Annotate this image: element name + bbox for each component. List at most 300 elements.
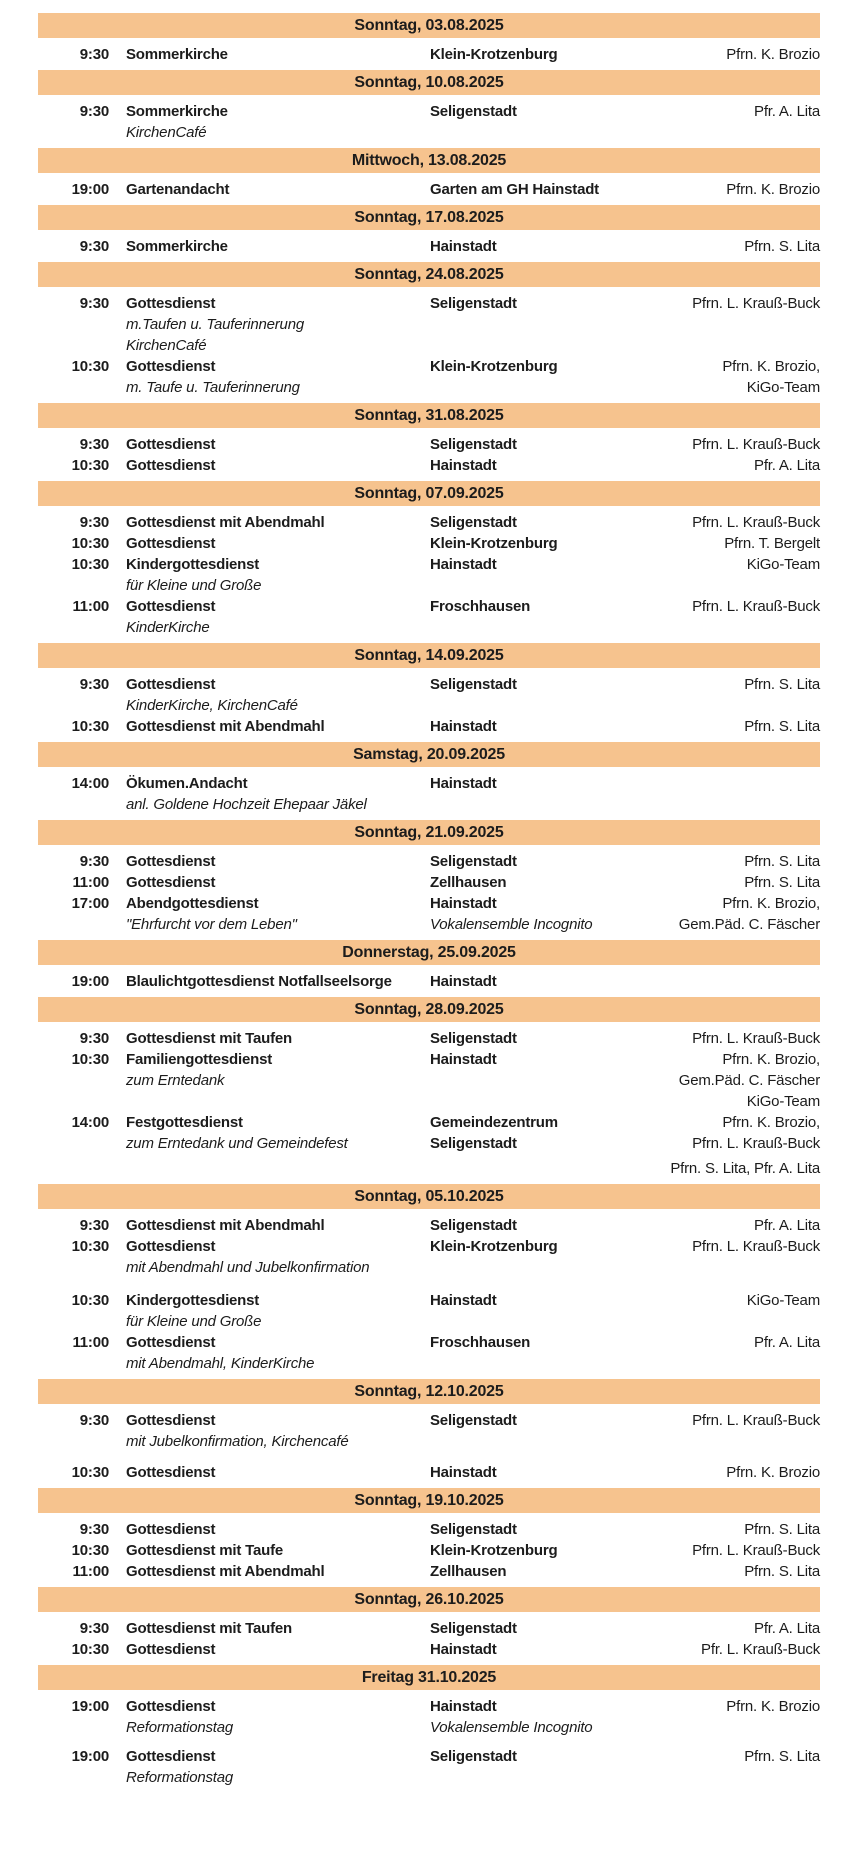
service-event: KirchenCafé xyxy=(126,337,207,354)
service-leader: Pfrn. K. Brozio, xyxy=(722,1114,820,1131)
service-leader: KiGo-Team xyxy=(746,1292,820,1309)
service-row xyxy=(38,1431,820,1452)
service-event: Blaulichtgottesdienst Notfallseelsorge xyxy=(126,973,392,990)
service-location xyxy=(430,1091,638,1112)
service-location: Hainstadt xyxy=(430,457,497,474)
service-time: 10:30 xyxy=(71,457,109,474)
service-leader: Pfrn. K. Brozio, xyxy=(722,1051,820,1068)
service-leader xyxy=(638,1717,820,1738)
service-location: Seligenstadt xyxy=(430,295,517,312)
service-time xyxy=(38,914,126,935)
service-time: 10:30 xyxy=(71,718,109,735)
service-leader xyxy=(638,122,820,143)
service-row xyxy=(38,533,820,554)
service-time: 10:30 xyxy=(71,1292,109,1309)
service-time xyxy=(38,1767,126,1788)
service-time: 11:00 xyxy=(72,1563,109,1580)
service-time xyxy=(38,617,126,638)
section-rows xyxy=(38,236,820,257)
schedule-section xyxy=(38,940,820,992)
service-row xyxy=(38,575,820,596)
service-location: Froschhausen xyxy=(430,598,531,615)
service-leader xyxy=(638,1431,820,1452)
section-rows xyxy=(38,44,820,65)
service-row xyxy=(38,455,820,476)
date-band xyxy=(38,403,820,428)
service-event: KinderKirche, KirchenCafé xyxy=(126,697,298,714)
service-event: KinderKirche xyxy=(126,619,210,636)
service-location: Hainstadt xyxy=(430,1292,497,1309)
service-location xyxy=(430,1431,638,1452)
service-time xyxy=(38,122,126,143)
service-time: 11:00 xyxy=(72,874,109,891)
service-leader: Pfr. A. Lita xyxy=(754,457,820,474)
section-rows xyxy=(38,674,820,737)
service-event: Gottesdienst mit Taufen xyxy=(126,1030,292,1047)
section-rows xyxy=(38,971,820,992)
service-location xyxy=(430,335,638,356)
service-leader xyxy=(638,617,820,638)
service-event: für Kleine und Große xyxy=(126,577,262,594)
date-band xyxy=(38,820,820,845)
service-row xyxy=(38,914,820,935)
service-location: Zellhausen xyxy=(430,1563,507,1580)
date-band-label: Sonntag, 21.09.2025 xyxy=(354,824,504,841)
service-location xyxy=(430,1311,638,1332)
section-rows xyxy=(38,293,820,398)
service-location: Seligenstadt xyxy=(430,676,517,693)
schedule-section xyxy=(38,205,820,257)
service-time: 11:00 xyxy=(72,1334,109,1351)
service-location: Seligenstadt xyxy=(430,1135,517,1152)
date-band-label: Sonntag, 05.10.2025 xyxy=(354,1188,504,1205)
date-band xyxy=(38,1379,820,1404)
service-row xyxy=(38,1049,820,1070)
service-time: 10:30 xyxy=(71,358,109,375)
service-leader: Pfrn. S. Lita xyxy=(744,1521,820,1538)
section-rows xyxy=(38,179,820,200)
schedule-section xyxy=(38,1488,820,1582)
service-leader xyxy=(638,695,820,716)
service-row xyxy=(38,1561,820,1582)
service-leader xyxy=(638,1311,820,1332)
service-row xyxy=(38,314,820,335)
service-time xyxy=(38,1431,126,1452)
service-location: Vokalensemble Incognito xyxy=(430,916,593,933)
service-location: Seligenstadt xyxy=(430,1030,517,1047)
service-leader xyxy=(638,575,820,596)
service-location: Seligenstadt xyxy=(430,103,517,120)
service-time: 17:00 xyxy=(71,895,109,912)
service-time: 10:30 xyxy=(71,1464,109,1481)
service-leader: KiGo-Team xyxy=(746,1093,820,1110)
service-row xyxy=(38,1290,820,1311)
service-time: 9:30 xyxy=(79,1030,109,1047)
service-location: Hainstadt xyxy=(430,1464,497,1481)
service-time: 10:30 xyxy=(71,1051,109,1068)
service-time xyxy=(38,1257,126,1278)
service-location: Seligenstadt xyxy=(430,1620,517,1637)
service-time xyxy=(38,1070,126,1091)
service-leader xyxy=(638,971,820,992)
date-band-label: Sonntag, 17.08.2025 xyxy=(354,209,504,226)
date-band xyxy=(38,481,820,506)
schedule-section xyxy=(38,70,820,143)
service-time: 19:00 xyxy=(71,1748,109,1765)
service-time: 19:00 xyxy=(71,1698,109,1715)
date-band-label: Sonntag, 31.08.2025 xyxy=(354,407,504,424)
service-time xyxy=(38,335,126,356)
section-rows xyxy=(38,851,820,935)
service-event: mit Jubelkonfirmation, Kirchencafé xyxy=(126,1433,349,1450)
service-event: Reformationstag xyxy=(126,1719,234,1736)
date-band xyxy=(38,148,820,173)
section-rows xyxy=(38,434,820,476)
section-rows xyxy=(38,1410,820,1483)
service-time xyxy=(38,1311,126,1332)
service-row xyxy=(38,1112,820,1133)
service-time: 9:30 xyxy=(79,103,109,120)
service-row xyxy=(38,674,820,695)
service-event: Gottesdienst xyxy=(126,436,216,453)
service-row xyxy=(38,356,820,377)
service-row xyxy=(38,335,820,356)
service-row xyxy=(38,695,820,716)
service-event: Gottesdienst xyxy=(126,1238,216,1255)
service-location: Vokalensemble Incognito xyxy=(430,1719,593,1736)
service-schedule xyxy=(38,13,820,1788)
service-time: 10:30 xyxy=(71,1641,109,1658)
date-band xyxy=(38,205,820,230)
service-leader: Pfrn. S. Lita xyxy=(744,874,820,891)
service-event: "Ehrfurcht vor dem Leben" xyxy=(126,916,297,933)
schedule-section xyxy=(38,403,820,476)
service-event: Kindergottesdienst xyxy=(126,1292,260,1309)
date-band xyxy=(38,13,820,38)
service-time: 11:00 xyxy=(72,598,109,615)
service-location xyxy=(430,575,638,596)
service-location xyxy=(430,1257,638,1278)
service-time: 9:30 xyxy=(79,1412,109,1429)
service-event xyxy=(126,1158,430,1179)
service-time: 10:30 xyxy=(71,535,109,552)
service-event: zum Erntedank xyxy=(126,1072,225,1089)
service-time: 19:00 xyxy=(71,181,109,198)
service-time: 10:30 xyxy=(71,1238,109,1255)
service-row xyxy=(38,1410,820,1431)
service-row xyxy=(38,44,820,65)
service-event: Abendgottesdienst xyxy=(126,895,259,912)
service-leader: Gem.Päd. C. Fäscher xyxy=(678,1072,820,1089)
service-event: mit Abendmahl, KinderKirche xyxy=(126,1355,315,1372)
service-location: Hainstadt xyxy=(430,556,497,573)
service-event: Gottesdienst xyxy=(126,1521,216,1538)
service-event: Gottesdienst xyxy=(126,1464,216,1481)
section-rows xyxy=(38,1215,820,1374)
service-row xyxy=(38,794,820,815)
service-location: Zellhausen xyxy=(430,874,507,891)
date-band xyxy=(38,1184,820,1209)
service-location xyxy=(430,377,638,398)
service-event: Gottesdienst mit Abendmahl xyxy=(126,1217,325,1234)
service-leader: Pfrn. K. Brozio xyxy=(726,1464,820,1481)
service-event: anl. Goldene Hochzeit Ehepaar Jäkel xyxy=(126,796,367,813)
service-location: Garten am GH Hainstadt xyxy=(430,181,599,198)
service-row xyxy=(38,1236,820,1257)
service-leader: Pfr. A. Lita xyxy=(754,1620,820,1637)
service-leader: Pfrn. S. Lita xyxy=(744,1748,820,1765)
service-location xyxy=(430,1158,638,1179)
service-leader: Pfrn. K. Brozio, xyxy=(722,895,820,912)
section-rows xyxy=(38,773,820,815)
service-time: 10:30 xyxy=(71,556,109,573)
service-time: 9:30 xyxy=(79,676,109,693)
service-leader: Pfr. A. Lita xyxy=(754,1217,820,1234)
service-location: Hainstadt xyxy=(430,1698,497,1715)
service-row xyxy=(38,1215,820,1236)
service-time xyxy=(38,794,126,815)
service-leader: Pfrn. L. Krauß-Buck xyxy=(692,1135,820,1152)
service-location: Gemeindezentrum xyxy=(430,1114,558,1131)
schedule-section xyxy=(38,148,820,200)
date-band xyxy=(38,1488,820,1513)
service-event: Gottesdienst mit Taufen xyxy=(126,1620,292,1637)
service-event: KirchenCafé xyxy=(126,124,207,141)
service-leader: Pfrn. S. Lita xyxy=(744,1563,820,1580)
service-event: Sommerkirche xyxy=(126,103,228,120)
service-location: Klein-Krotzenburg xyxy=(430,535,558,552)
schedule-section xyxy=(38,1665,820,1788)
date-band-label: Sonntag, 24.08.2025 xyxy=(354,266,504,283)
date-band-label: Mittwoch, 13.08.2025 xyxy=(351,152,507,169)
service-leader: KiGo-Team xyxy=(746,379,820,396)
service-row xyxy=(38,1257,820,1278)
service-time: 9:30 xyxy=(79,46,109,63)
service-event: Festgottesdienst xyxy=(126,1114,243,1131)
date-band xyxy=(38,262,820,287)
service-leader xyxy=(638,773,820,794)
date-band xyxy=(38,997,820,1022)
service-leader: Pfrn. L. Krauß-Buck xyxy=(692,295,820,312)
service-time: 10:30 xyxy=(71,1542,109,1559)
service-location: Hainstadt xyxy=(430,775,497,792)
service-event: Gottesdienst mit Abendmahl xyxy=(126,514,325,531)
service-row xyxy=(38,1311,820,1332)
service-event: m. Taufe u. Tauferinnerung xyxy=(126,379,300,396)
service-leader: Pfrn. L. Krauß-Buck xyxy=(692,598,820,615)
service-event: Gottesdienst xyxy=(126,853,216,870)
service-time xyxy=(38,377,126,398)
service-row xyxy=(38,1028,820,1049)
service-time: 9:30 xyxy=(79,514,109,531)
service-event: Gottesdienst xyxy=(126,1334,216,1351)
service-location: Seligenstadt xyxy=(430,853,517,870)
schedule-section xyxy=(38,742,820,815)
service-row xyxy=(38,1091,820,1112)
service-location xyxy=(430,1070,638,1091)
service-event: Gottesdienst xyxy=(126,358,216,375)
service-time: 9:30 xyxy=(79,295,109,312)
service-location: Seligenstadt xyxy=(430,514,517,531)
service-time: 14:00 xyxy=(71,775,109,792)
service-row xyxy=(38,1332,820,1353)
schedule-section xyxy=(38,481,820,638)
service-row xyxy=(38,293,820,314)
service-event: Gartenandacht xyxy=(126,181,230,198)
schedule-section xyxy=(38,1184,820,1374)
service-time: 9:30 xyxy=(79,1217,109,1234)
service-row xyxy=(38,1158,820,1179)
service-location xyxy=(430,695,638,716)
service-location xyxy=(430,794,638,815)
schedule-section xyxy=(38,262,820,398)
service-row xyxy=(38,101,820,122)
service-location: Hainstadt xyxy=(430,1051,497,1068)
section-rows xyxy=(38,1618,820,1660)
service-event: Gottesdienst xyxy=(126,598,216,615)
service-event xyxy=(126,1091,430,1112)
service-row xyxy=(38,1618,820,1639)
service-leader: Pfrn. T. Bergelt xyxy=(724,535,820,552)
date-band-label: Sonntag, 19.10.2025 xyxy=(354,1492,504,1509)
service-time: 9:30 xyxy=(79,436,109,453)
service-leader: Pfrn. S. Lita, Pfr. A. Lita xyxy=(670,1160,820,1177)
service-event: Gottesdienst xyxy=(126,535,216,552)
service-leader: Pfrn. L. Krauß-Buck xyxy=(692,1238,820,1255)
service-row xyxy=(38,377,820,398)
service-event: Gottesdienst xyxy=(126,457,216,474)
date-band xyxy=(38,1665,820,1690)
service-event: zum Erntedank und Gemeindefest xyxy=(126,1135,348,1152)
service-location: Hainstadt xyxy=(430,718,497,735)
service-row xyxy=(38,1133,820,1154)
date-band-label: Sonntag, 03.08.2025 xyxy=(354,17,504,34)
service-event: Kindergottesdienst xyxy=(126,556,260,573)
service-location xyxy=(430,314,638,335)
service-leader xyxy=(638,314,820,335)
service-location xyxy=(430,1767,638,1788)
service-event: Gottesdienst xyxy=(126,1412,216,1429)
date-band-label: Sonntag, 26.10.2025 xyxy=(354,1591,504,1608)
service-row xyxy=(38,1746,820,1767)
service-leader: Pfrn. S. Lita xyxy=(744,718,820,735)
service-leader: KiGo-Team xyxy=(746,556,820,573)
service-event: Ökumen.Andacht xyxy=(126,775,248,792)
service-event: Gottesdienst mit Abendmahl xyxy=(126,1563,325,1580)
date-band-label: Sonntag, 12.10.2025 xyxy=(354,1383,504,1400)
service-event: Sommerkirche xyxy=(126,238,228,255)
service-time: 14:00 xyxy=(71,1114,109,1131)
service-row xyxy=(38,554,820,575)
service-time xyxy=(38,1158,126,1179)
service-row xyxy=(38,1696,820,1717)
service-row xyxy=(38,851,820,872)
service-leader: Pfr. A. Lita xyxy=(754,1334,820,1351)
service-leader xyxy=(638,1353,820,1374)
date-band-label: Samstag, 20.09.2025 xyxy=(353,746,505,763)
service-row xyxy=(38,179,820,200)
service-event: Familiengottesdienst xyxy=(126,1051,273,1068)
service-leader: Pfrn. L. Krauß-Buck xyxy=(692,1030,820,1047)
service-leader: Gem.Päd. C. Fäscher xyxy=(678,916,820,933)
service-location: Froschhausen xyxy=(430,1334,531,1351)
service-row xyxy=(38,1639,820,1660)
service-row xyxy=(38,1717,820,1738)
date-band xyxy=(38,70,820,95)
service-location xyxy=(430,1353,638,1374)
section-rows xyxy=(38,101,820,143)
service-location xyxy=(430,617,638,638)
service-row xyxy=(38,872,820,893)
service-row xyxy=(38,773,820,794)
service-leader: Pfr. L. Krauß-Buck xyxy=(701,1641,820,1658)
service-event: Gottesdienst xyxy=(126,295,216,312)
service-leader: Pfrn. K. Brozio, xyxy=(722,358,820,375)
service-event: m.Taufen u. Tauferinnerung xyxy=(126,316,304,333)
service-row xyxy=(38,1353,820,1374)
service-time: 9:30 xyxy=(79,853,109,870)
service-row xyxy=(38,1462,820,1483)
service-location: Hainstadt xyxy=(430,238,497,255)
date-band xyxy=(38,742,820,767)
schedule-section xyxy=(38,997,820,1179)
service-time: 9:30 xyxy=(79,238,109,255)
service-row xyxy=(38,617,820,638)
service-location: Klein-Krotzenburg xyxy=(430,1238,558,1255)
service-location: Seligenstadt xyxy=(430,1217,517,1234)
date-band xyxy=(38,1587,820,1612)
service-event: Gottesdienst mit Abendmahl xyxy=(126,718,325,735)
service-location: Hainstadt xyxy=(430,895,497,912)
schedule-section xyxy=(38,13,820,65)
service-leader: Pfrn. K. Brozio xyxy=(726,1698,820,1715)
service-row xyxy=(38,596,820,617)
date-band-label: Sonntag, 14.09.2025 xyxy=(354,647,504,664)
service-location: Seligenstadt xyxy=(430,436,517,453)
service-leader xyxy=(638,1257,820,1278)
service-row xyxy=(38,434,820,455)
service-row xyxy=(38,1519,820,1540)
schedule-section xyxy=(38,820,820,935)
service-leader: Pfrn. L. Krauß-Buck xyxy=(692,1412,820,1429)
service-time: 9:30 xyxy=(79,1620,109,1637)
section-rows xyxy=(38,512,820,638)
service-time xyxy=(38,695,126,716)
service-time xyxy=(38,1133,126,1154)
service-row xyxy=(38,122,820,143)
service-event: Gottesdienst mit Taufe xyxy=(126,1542,284,1559)
service-location xyxy=(430,122,638,143)
service-leader: Pfrn. L. Krauß-Buck xyxy=(692,1542,820,1559)
service-row xyxy=(38,1070,820,1091)
service-leader: Pfrn. K. Brozio xyxy=(726,181,820,198)
service-leader: Pfrn. S. Lita xyxy=(744,853,820,870)
service-time: 19:00 xyxy=(71,973,109,990)
date-band-label: Sonntag, 10.08.2025 xyxy=(354,74,504,91)
section-rows xyxy=(38,1519,820,1582)
service-event: Sommerkirche xyxy=(126,46,228,63)
service-leader: Pfrn. L. Krauß-Buck xyxy=(692,436,820,453)
service-time xyxy=(38,1353,126,1374)
service-leader: Pfrn. S. Lita xyxy=(744,238,820,255)
service-location: Hainstadt xyxy=(430,973,497,990)
date-band-label: Sonntag, 28.09.2025 xyxy=(354,1001,504,1018)
service-time xyxy=(38,575,126,596)
service-row xyxy=(38,512,820,533)
date-band xyxy=(38,940,820,965)
service-event: Gottesdienst xyxy=(126,1698,216,1715)
service-row xyxy=(38,1540,820,1561)
